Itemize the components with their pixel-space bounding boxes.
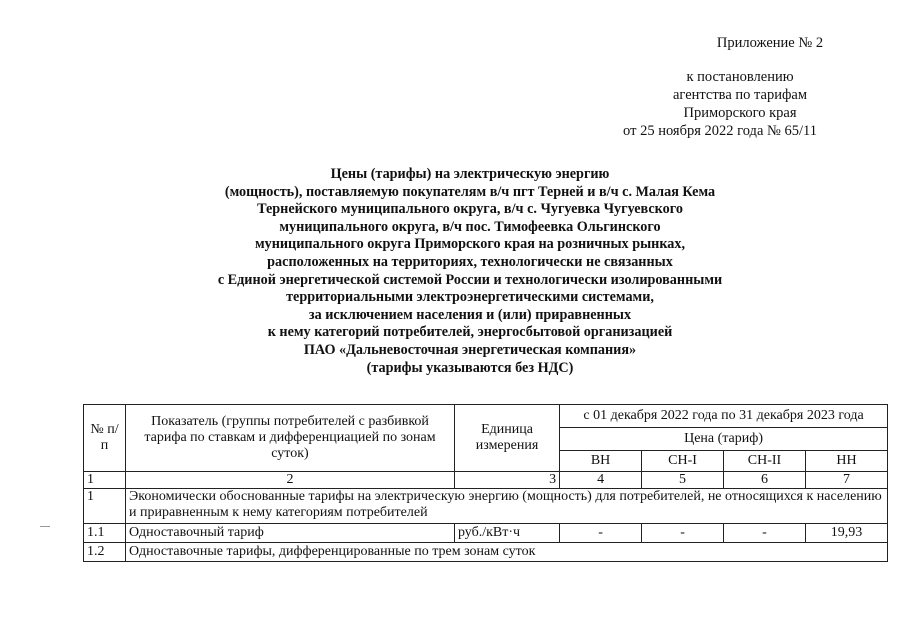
row-section-text: Одноставочные тарифы, дифференцированные по трем зонам суток	[126, 543, 888, 562]
title-line: муниципального округа, в/ч пос. Тимофеевка Ольгинского	[279, 218, 661, 235]
header-price: Цена (тариф)	[560, 428, 888, 451]
title-line: (тарифы указываются без НДС)	[366, 359, 574, 376]
header-level-sn2: СН-II	[724, 451, 806, 472]
column-number: 5	[642, 472, 724, 489]
column-number-row	[84, 472, 888, 489]
appendix-line: агентства по тарифам	[673, 87, 807, 103]
table-row	[84, 543, 888, 562]
row-section-text: Экономически обоснованные тарифы на электрическую энергию (мощность) для потребителей, не относящихся к населению и приравненным к нему категориям потребителей	[126, 489, 888, 524]
column-number: 1	[84, 472, 126, 489]
title-line: (мощность), поставляемую покупателям в/ч пгт Терней и в/ч с. Малая Кема	[224, 183, 716, 200]
table-row	[84, 489, 888, 524]
appendix-block	[600, 34, 880, 140]
margin-mark	[40, 526, 50, 527]
appendix-line: к постановлению	[686, 69, 794, 85]
row-number: 1.2	[84, 543, 126, 562]
title-line: Цены (тарифы) на электрическую энергию	[330, 166, 610, 182]
header-number: № п/п	[84, 405, 126, 472]
row-value-nn: 19,93	[805, 524, 887, 543]
row-number: 1.1	[84, 524, 126, 543]
column-number: 2	[126, 472, 455, 489]
title-line: Тернейского муниципального округа, в/ч с. Чугуевка Чугуевского	[257, 201, 683, 218]
header-level-vn: ВН	[560, 451, 642, 472]
column-number: 3	[454, 472, 559, 489]
row-value-vn: -	[560, 524, 642, 543]
title-line: территориальными электроэнергетическими системами,	[286, 289, 654, 306]
appendix-title: Приложение № 2	[716, 35, 824, 51]
title-line: с Единой энергетической системой России и технологически изолированными	[217, 271, 723, 288]
row-unit: руб./кВт·ч	[454, 524, 559, 543]
title-line: за исключением населения и (или) приравненных	[308, 306, 632, 323]
table-header-row	[84, 405, 888, 428]
column-number: 4	[560, 472, 642, 489]
header-level-sn1: СН-I	[642, 451, 724, 472]
appendix-line: Приморского края	[683, 105, 797, 121]
column-number: 7	[805, 472, 887, 489]
document-title	[120, 166, 820, 377]
title-line: ПАО «Дальневосточная энергетическая компания»	[303, 341, 637, 358]
header-indicator: Показатель (группы потребителей с разбивкой тарифа по ставкам и дифференциацией по зонам суток)	[126, 405, 455, 472]
row-value-sn1: -	[642, 524, 724, 543]
appendix-date-line: от 25 ноября 2022 года № 65/11	[623, 123, 817, 139]
header-period: с 01 декабря 2022 года по 31 декабря 2023 года	[560, 405, 888, 428]
header-level-nn: НН	[805, 451, 887, 472]
row-indicator: Одноставочный тариф	[126, 524, 455, 543]
title-line: расположенных на территориях, технологически не связанных	[267, 253, 673, 270]
row-number: 1	[84, 489, 126, 524]
row-value-sn2: -	[724, 524, 806, 543]
title-line: к нему категорий потребителей, энергосбытовой организацией	[267, 324, 673, 341]
table-row	[84, 524, 888, 543]
tariff-table	[83, 404, 888, 562]
header-unit: Единица измерения	[454, 405, 559, 472]
column-number: 6	[724, 472, 806, 489]
title-line: муниципального округа Приморского края на розничных рынках,	[254, 236, 686, 253]
